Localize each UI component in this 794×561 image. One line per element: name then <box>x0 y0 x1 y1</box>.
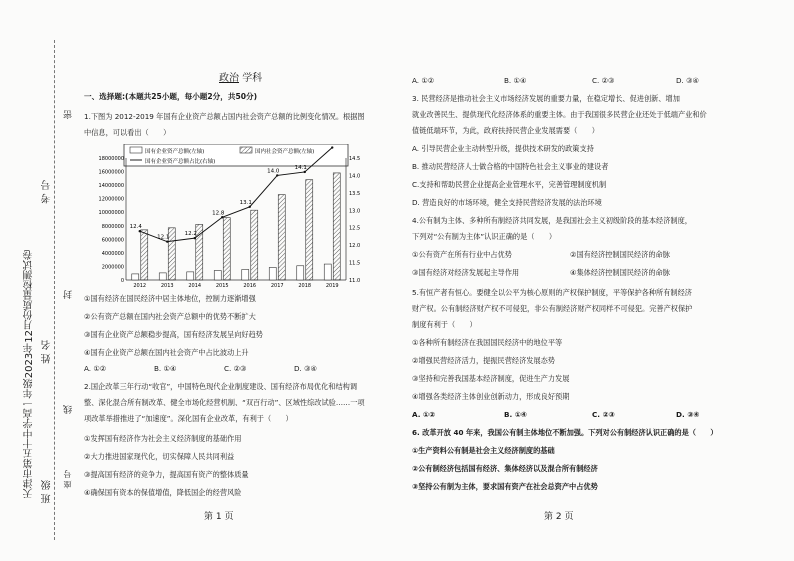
y2-tick-label: 13.0 <box>349 208 361 215</box>
y-tick-label: 6000000 <box>101 237 124 244</box>
q1-stem-2: 中信息，可以看出（ ） <box>84 128 171 137</box>
legend-swatch-2 <box>240 147 252 153</box>
q5-stem-1: 5.有恒产者有恒心。要健全以公平为核心原则的产权保护制度，平等保护各种所有制经济 <box>412 288 692 297</box>
q4-option-1: ①公有资产在所有行业中占优势 <box>412 250 512 259</box>
q6-option-2: ②公有制经济包括国有经济、集体经济以及混合所有制经济 <box>412 464 598 473</box>
q5-option-4: ④增强各类经济主体创业创新动力，形成良好预期 <box>412 392 570 401</box>
q3-option-b: B. 推动民营经济人士做合格的中国特色社会主义事业的建设者 <box>412 162 609 171</box>
q1-choice-c: C. ②③ <box>224 364 247 373</box>
y2-tick-label: 11.0 <box>349 278 361 284</box>
bar-state-assets <box>187 272 194 280</box>
y-tick-label: 18000000 <box>98 156 124 162</box>
ratio-point <box>304 171 306 173</box>
q2-option-4: ④确保国有资本的保值增值，降低国企的经营风险 <box>84 488 242 497</box>
q5-choice-d: D. ③④ <box>676 410 700 419</box>
q2-option-1: ①发挥国有经济作为社会主义经济制度的基础作用 <box>84 434 242 443</box>
bar-state-assets <box>214 271 221 280</box>
y2-tick-label: 14.5 <box>349 156 361 162</box>
ratio-data-label: 12.4 <box>129 224 142 231</box>
q5-option-1: ①各种所有制经济在我国国民经济中的地位平等 <box>412 338 563 347</box>
ratio-point <box>331 146 333 148</box>
seal-mark-1: 密 <box>64 110 74 119</box>
x-tick-label: 2014 <box>188 283 202 289</box>
bar-state-assets <box>159 273 166 280</box>
page-2 <box>412 70 718 540</box>
x-tick-label: 2015 <box>215 283 229 289</box>
section-heading: 一、选择题:(本题共25小题，每小题2分，共50分) <box>84 92 258 101</box>
q5-choice-c: C. ②③ <box>592 410 615 419</box>
subject-label: 学科 <box>242 73 263 84</box>
seal-line <box>54 40 55 540</box>
q3-option-a: A. 引导民营企业主动转型升级，提供技术研发的政策支持 <box>412 144 594 153</box>
bar-total-assets <box>251 210 258 280</box>
q3-option-d: D. 营造良好的市场环境，健全支持民营经济发展的法治环境 <box>412 198 602 207</box>
ratio-point <box>276 174 278 176</box>
bar-state-assets <box>324 264 331 280</box>
x-tick-label: 2013 <box>160 283 174 289</box>
seal-mark-3: 线 <box>64 405 74 414</box>
ratio-data-label: 12.8 <box>212 210 225 217</box>
q1-option-1: ①国有经济在国民经济中居主体地位，控制力逐渐增强 <box>84 294 256 303</box>
bar-state-assets <box>269 267 276 280</box>
q1-option-3: ③国有企业资产总额稳步提高，国有经济发展呈向好趋势 <box>84 330 263 339</box>
legend-label-3: 国有企业资产总额占比(右轴) <box>145 159 216 165</box>
y2-tick-label: 12.5 <box>349 225 361 232</box>
seat-label: 座 号 <box>63 470 72 489</box>
exam-no-label: 考 号 <box>42 180 53 204</box>
bar-total-assets <box>223 218 230 280</box>
page-number-1: 第 1 页 <box>204 512 234 522</box>
subject-title <box>219 72 262 86</box>
q2-choice-a: A. ①② <box>412 76 435 85</box>
q1-chart <box>84 144 380 290</box>
y-tick-label: 14000000 <box>98 183 124 190</box>
y-tick-label: 8000000 <box>101 223 124 230</box>
bar-state-assets <box>297 266 304 280</box>
ratio-data-label: 12.1 <box>157 234 170 241</box>
q1-choice-b: B. ①④ <box>154 364 177 373</box>
y-tick-label: 4000000 <box>101 250 124 257</box>
q6-stem: 6. 改革开放 40 年来，我国公有制主体地位不断加强。下列对公有制经济认识正确的是（ ） <box>412 428 718 437</box>
q2-option-2: ②大力推进国家现代化，切实保障人民共同利益 <box>84 452 235 461</box>
legend-label-2: 国内社会资产总额(左轴) <box>255 149 315 155</box>
bar-total-assets <box>141 230 148 280</box>
q4-option-3: ③国有经济对经济发展起主导作用 <box>412 268 520 277</box>
bar-total-assets <box>278 195 285 280</box>
q4-stem-1: 4.公有制为主体、多种所有制经济共同发展，是我国社会主义初级阶段的基本经济制度， <box>412 216 692 225</box>
y2-tick-label: 11.5 <box>349 260 361 267</box>
x-tick-label: 2017 <box>270 283 284 289</box>
bar-state-assets <box>242 269 249 280</box>
y-tick-label: 2000000 <box>101 264 124 271</box>
y-tick-label: 12000000 <box>98 196 124 203</box>
q3-option-c: C.支持和帮助民营企业提高企业管理水平，完善管理制度机制 <box>412 180 607 189</box>
q1-option-4: ④国有企业资产总额在国内社会资产中占比波动上升 <box>84 348 249 357</box>
ratio-point <box>139 230 141 232</box>
y2-tick-label: 14.0 <box>349 173 361 180</box>
bar-state-assets <box>132 274 139 280</box>
q5-stem-3: 制度有利于（ ） <box>412 320 477 329</box>
y-tick-label: 16000000 <box>98 169 124 176</box>
x-tick-label: 2018 <box>298 283 312 289</box>
y2-tick-label: 13.5 <box>349 190 361 197</box>
ratio-data-label: 14.0 <box>267 168 280 175</box>
q4-stem-2: 下列对“公有制为主体”认识正确的是（ ） <box>412 232 557 241</box>
ratio-data-label: 14.1 <box>294 164 307 171</box>
q5-choice-b: B. ①④ <box>504 410 527 419</box>
q5-option-3: ③坚持和完善我国基本经济制度，促进生产力发展 <box>412 374 570 383</box>
q1-option-2: ②公有资产总额在国内社会资产总额中的优势不断扩大 <box>84 312 256 321</box>
y-tick-label: 0 <box>120 278 124 284</box>
q2-stem-2: 整、深化混合所有制改革、健全市场化经营机制、“双百行动”、区域性综改试验……一项 <box>84 398 365 407</box>
q2-option-3: ③提高国有经济的竞争力，提高国有资产的整体质量 <box>84 470 249 479</box>
y2-tick-label: 12.0 <box>349 243 361 250</box>
legend-swatch-1 <box>130 147 142 153</box>
ratio-data-label: 13.1 <box>239 199 252 206</box>
class-label: 班 级 <box>42 480 53 504</box>
x-tick-label: 2016 <box>243 283 257 289</box>
x-tick-label: 2019 <box>325 283 339 289</box>
bar-total-assets <box>306 180 313 280</box>
page-number-2: 第 2 页 <box>544 512 574 522</box>
ratio-point <box>221 216 223 218</box>
name-label: 姓 名 <box>42 340 53 364</box>
q2-choice-d: D. ③④ <box>676 76 699 85</box>
q4-option-2: ②国有经济控制国民经济的命脉 <box>570 250 670 259</box>
q1-choice-a: A. ①② <box>84 364 107 373</box>
x-tick-label: 2012 <box>133 283 147 289</box>
q4-option-4: ④集体经济控制国民经济的命脉 <box>570 268 670 277</box>
y-tick-label: 10000000 <box>98 210 124 217</box>
q2-choice-b: B. ①④ <box>504 76 527 85</box>
q2-stem-3: 项改革举措推进了“加速度”。深化国有企业改革，有利于（ ） <box>84 414 293 423</box>
ratio-point <box>194 237 196 239</box>
q6-option-3: ③坚持公有制为主体，要求国有资产在社会总资产中占优势 <box>412 482 598 491</box>
q1-choice-d: D. ③④ <box>294 364 317 373</box>
q2-choice-c: C. ②③ <box>592 76 615 85</box>
q5-choice-a: A. ①② <box>412 410 436 419</box>
ratio-data-label: 12.2 <box>184 231 197 238</box>
q3-stem-1: 3. 民营经济是推动社会主义市场经济发展的重要力量，在稳定增长、促进创新、增加 <box>412 94 680 103</box>
bar-total-assets <box>333 173 340 280</box>
subject-name: 政治 <box>219 73 239 84</box>
q1-stem-1: 1.下图为 2012-2019 年国有企业资产总额占国内社会资产总额的比例变化情况。根据图 <box>84 112 365 121</box>
ratio-point <box>249 206 251 208</box>
page-1 <box>84 70 384 540</box>
q5-stem-2: 财产权。公有制经济财产权不可侵犯，非公有制经济财产权同样不可侵犯。完善产权保护 <box>412 304 693 313</box>
ratio-point <box>166 240 168 242</box>
seal-mark-2: 封 <box>64 290 74 299</box>
school-title: 天津市第五十中学高一年级2023年12月份质量检测试卷 <box>24 250 35 499</box>
q5-option-2: ②增强民营经济活力，提振民营经济发展态势 <box>412 356 556 365</box>
q3-stem-2: 就业改善民生、提供现代化经济体系的重要主体。由于我国很多民营企业还处于低端产业和价 <box>412 110 707 119</box>
q3-stem-3: 值链低端环节，为此，政府扶持民营企业发展需要（ ） <box>412 126 599 135</box>
legend-label-1: 国有企业资产总额(左轴) <box>145 149 205 155</box>
q6-option-1: ①生产资料公有制是社会主义经济制度的基础 <box>412 446 555 455</box>
q2-stem-1: 2.国企改革三年行动“收官”，中国特色现代企业制度建设、国有经济布局优化和结构调 <box>84 382 358 391</box>
